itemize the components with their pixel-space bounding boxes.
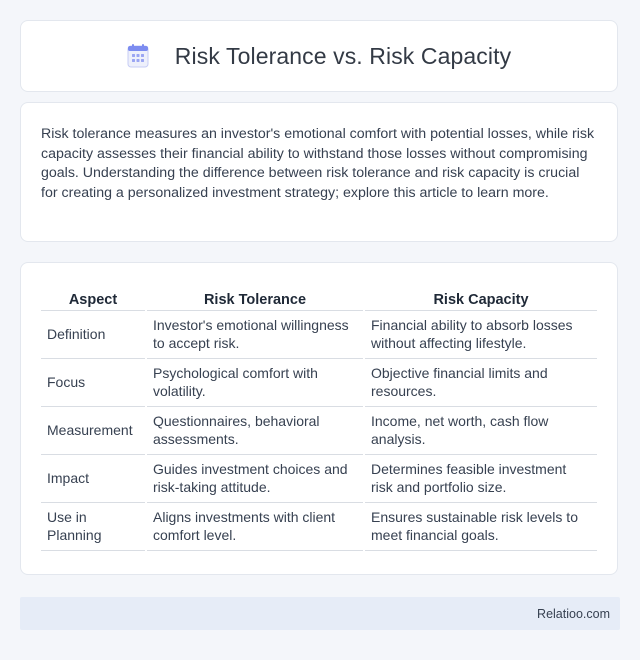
row-risk-tolerance: Psychological comfort with volatility. (147, 359, 363, 407)
title-card (20, 20, 618, 92)
table-row (41, 455, 597, 503)
header-aspect: Aspect (41, 283, 145, 311)
row-risk-capacity: Objective financial limits and resources. (365, 359, 597, 407)
row-aspect: Focus (41, 359, 145, 407)
row-aspect: Impact (41, 455, 145, 503)
row-risk-capacity: Financial ability to absorb losses without affecting lifestyle. (365, 311, 597, 359)
table-header-row (41, 283, 597, 311)
table-row (41, 359, 597, 407)
calendar-icon (127, 44, 149, 68)
table-row (41, 407, 597, 455)
intro-paragraph: Risk tolerance measures an investor's emotional comfort with potential losses, while risk capacity assesses their financial ability to withstand those losses without compromising goals. Understanding the difference between risk tolerance and risk capacity is crucial for creating a personalized investment strategy; explore this article to learn more. (41, 126, 595, 201)
table-row (41, 311, 597, 359)
row-risk-tolerance: Questionnaires, behavioral assessments. (147, 407, 363, 455)
row-aspect: Use in Planning (41, 503, 145, 551)
row-aspect: Measurement (41, 407, 145, 455)
row-risk-capacity: Income, net worth, cash flow analysis. (365, 407, 597, 455)
row-risk-tolerance: Guides investment choices and risk-taking attitude. (147, 455, 363, 503)
row-risk-capacity: Ensures sustainable risk levels to meet financial goals. (365, 503, 597, 551)
footer-brand[interactable]: Relatioo.com (537, 606, 610, 621)
row-aspect: Definition (41, 311, 145, 359)
row-risk-capacity: Determines feasible investment risk and portfolio size. (365, 455, 597, 503)
comparison-table (39, 283, 599, 551)
comparison-card (20, 262, 618, 575)
footer-bar (20, 597, 620, 630)
page-title: Risk Tolerance vs. Risk Capacity (174, 42, 512, 69)
row-risk-tolerance: Aligns investments with client comfort level. (147, 503, 363, 551)
row-risk-tolerance: Investor's emotional willingness to accept risk. (147, 311, 363, 359)
table-row (41, 503, 597, 551)
header-risk-tolerance: Risk Tolerance (147, 283, 363, 311)
intro-card (20, 102, 618, 242)
header-risk-capacity: Risk Capacity (365, 283, 597, 311)
